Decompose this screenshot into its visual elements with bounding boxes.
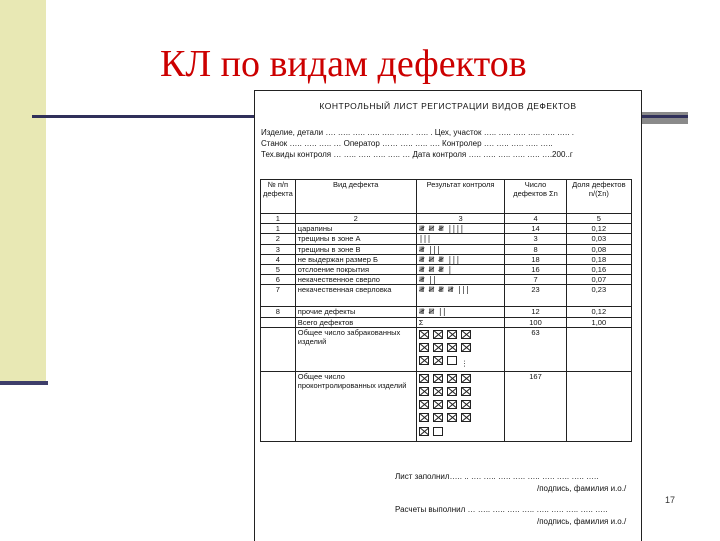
crossed-box [433, 343, 443, 352]
crossed-box [461, 400, 471, 409]
filled-by-caption: /подпись, фамилия и.о./ [537, 484, 627, 493]
empty-cell [261, 317, 296, 327]
crossed-box [461, 330, 471, 339]
total-mark: Σ [416, 317, 505, 327]
col-number: 4 [505, 214, 566, 224]
tally-marks: ||| [416, 234, 505, 244]
total-row [261, 317, 632, 327]
defect-count: 7 [505, 275, 566, 285]
rejected-boxes [416, 327, 505, 371]
filled-by-line: Лист заполнил….. .. …. ….. ….. ….. ….. ….. ….. ….. ….. [395, 472, 599, 481]
defect-count: 3 [505, 234, 566, 244]
defect-share: 0,12 [566, 307, 631, 317]
defect-count: 12 [505, 307, 566, 317]
empty-cell [566, 327, 631, 371]
defect-share: 0,23 [566, 285, 631, 307]
crossed-box [419, 400, 429, 409]
col-number: 1 [261, 214, 296, 224]
crossed-box [447, 374, 457, 383]
defect-number: 5 [261, 265, 296, 275]
sheet-header: КОНТРОЛЬНЫЙ ЛИСТ РЕГИСТРАЦИИ ВИДОВ ДЕФЕКТОВ [319, 101, 577, 111]
defect-number: 3 [261, 244, 296, 254]
crossed-box [447, 387, 457, 396]
table-header-row [261, 180, 632, 214]
checklist-sheet [254, 90, 642, 541]
crossed-box [461, 413, 471, 422]
crossed-box [461, 387, 471, 396]
total-label: Всего дефектов [295, 317, 416, 327]
defect-share: 0,12 [566, 224, 631, 234]
crossed-box [433, 330, 443, 339]
defect-share: 0,18 [566, 254, 631, 264]
table-row [261, 224, 632, 234]
defect-name: не выдержан размер Б [295, 254, 416, 264]
continuation-mark: ⋮ [460, 359, 469, 369]
sheet-line-control: Тех.виды контроля … ….. ….. ….. ….. … Дата контроля ….. ….. ….. ….. ….. ….200..г [261, 150, 573, 159]
crossed-box [461, 343, 471, 352]
defect-count: 8 [505, 244, 566, 254]
crossed-box [447, 400, 457, 409]
defect-count: 16 [505, 265, 566, 275]
crossed-box [419, 343, 429, 352]
crossed-box [433, 387, 443, 396]
table-row [261, 244, 632, 254]
defect-number: 2 [261, 234, 296, 244]
defect-name: царапины [295, 224, 416, 234]
total-share: 1,00 [566, 317, 631, 327]
col-header-count: Число дефектов Σn [505, 180, 566, 214]
crossed-box [461, 374, 471, 383]
col-number: 3 [416, 214, 505, 224]
crossed-box [447, 330, 457, 339]
slide-title: КЛ по видам дефектов [160, 43, 527, 85]
open-box [447, 356, 457, 365]
defect-count: 14 [505, 224, 566, 234]
crossed-box [447, 343, 457, 352]
defect-name: некачественная сверловка [295, 285, 416, 307]
col-header-number: № п/п дефекта [261, 180, 296, 214]
defect-name: трещины в зоне А [295, 234, 416, 244]
tally-marks: 𝍸 ||| [416, 244, 505, 254]
calculated-by-line: Расчеты выполнил … ….. ….. ….. ….. ….. ….. ….. ….. ….. [395, 505, 608, 514]
table-row [261, 234, 632, 244]
table-row [261, 265, 632, 275]
defect-number: 8 [261, 307, 296, 317]
col-header-share: Доля дефектов n/(Σn) [566, 180, 631, 214]
title-underline-right [640, 115, 688, 118]
crossed-box [419, 387, 429, 396]
total-count: 100 [505, 317, 566, 327]
sheet-line-operator: Станок ….. ….. ….. … Оператор …… ….. ….. …. Контролер …. ….. ….. ….. ….. [261, 139, 553, 148]
crossed-box [419, 427, 429, 436]
slide-sidebar-stripe [0, 0, 46, 384]
defect-share: 0,16 [566, 265, 631, 275]
rejected-label: Общее число забракованных изделий [295, 327, 416, 371]
defect-name: прочие дефекты [295, 307, 416, 317]
crossed-box [419, 413, 429, 422]
inspected-label: Общее число проконтролированных изделий [295, 371, 416, 441]
defect-share: 0,07 [566, 275, 631, 285]
page-number: 17 [665, 495, 676, 505]
crossed-box [419, 356, 429, 365]
tally-marks: 𝍸 || [416, 275, 505, 285]
defect-name: некачественное сверло [295, 275, 416, 285]
tally-marks: 𝍸 𝍸 𝍸 ||| [416, 254, 505, 264]
calculated-by-caption: /подпись, фамилия и.о./ [537, 517, 627, 526]
crossed-box [433, 400, 443, 409]
col-header-defect: Вид дефекта [295, 180, 416, 214]
defect-number: 4 [261, 254, 296, 264]
title-underline-right-shadow [640, 112, 688, 124]
crossed-box [419, 330, 429, 339]
empty-cell [261, 371, 296, 441]
defect-share: 0,03 [566, 234, 631, 244]
table-row [261, 275, 632, 285]
table-row [261, 307, 632, 317]
col-number: 5 [566, 214, 631, 224]
empty-cell [261, 327, 296, 371]
empty-cell [566, 371, 631, 441]
crossed-box [447, 413, 457, 422]
sheet-line-product: Изделие, детали …. ….. ….. ….. ….. ….. . ….. . Цех, участок ….. ….. ….. ….. ….. ….. . [261, 128, 574, 137]
table-row [261, 254, 632, 264]
tally-marks: 𝍸 𝍸 𝍸 𝍸 ||| [416, 285, 505, 307]
tally-marks: 𝍸 𝍸 || [416, 307, 505, 317]
defects-table [260, 179, 632, 442]
defect-count: 23 [505, 285, 566, 307]
crossed-box [433, 413, 443, 422]
defect-name: отслоение покрытия [295, 265, 416, 275]
defect-number: 1 [261, 224, 296, 234]
inspected-boxes [416, 371, 505, 441]
inspected-row [261, 371, 632, 441]
crossed-box [433, 356, 443, 365]
rejected-count: 63 [505, 327, 566, 371]
tally-marks: 𝍸 𝍸 𝍸 | [416, 265, 505, 275]
defect-number: 6 [261, 275, 296, 285]
defect-share: 0,08 [566, 244, 631, 254]
col-number: 2 [295, 214, 416, 224]
col-header-result: Результат контроля [416, 180, 505, 214]
crossed-box [419, 374, 429, 383]
open-box [433, 427, 443, 436]
rejected-row [261, 327, 632, 371]
inspected-count: 167 [505, 371, 566, 441]
column-number-row [261, 214, 632, 224]
title-underline-left [32, 115, 258, 118]
tally-marks: 𝍸 𝍸 𝍸 |||| [416, 224, 505, 234]
sidebar-rule [0, 381, 48, 385]
table-row [261, 285, 632, 307]
defect-count: 18 [505, 254, 566, 264]
defect-name: трещины в зоне В [295, 244, 416, 254]
crossed-box [433, 374, 443, 383]
defect-number: 7 [261, 285, 296, 307]
